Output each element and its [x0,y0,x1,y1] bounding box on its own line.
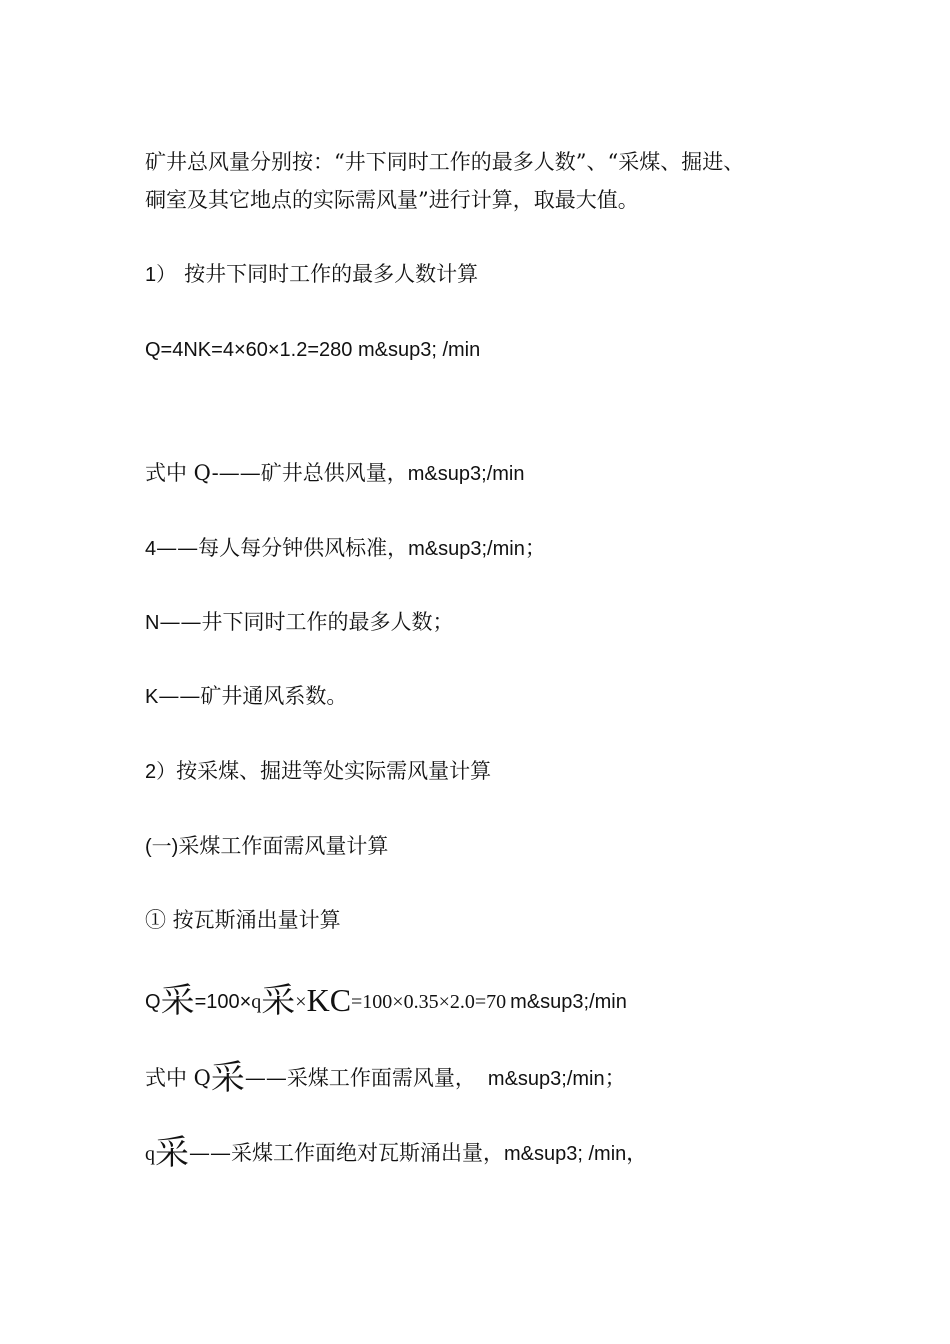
definition-q-lower-cai: q采——采煤工作面绝对瓦斯涌出量，m&sup3; /min， [145,1133,648,1173]
section-number: 1） [145,264,177,286]
section-heading-2: 2）按采煤、掘进等处实际需风量计算 [145,759,492,783]
definition-q: 式中 Q-——矿井总供风量，m&sup3;/min [145,461,525,485]
definition-q-cai: 式中 Q采——采煤工作面需风量， m&sup3;/min； [145,1058,626,1098]
formula-total-air: Q=4NK=4×60×1.2=280 m&sup3; /min [145,339,481,361]
definition-k: K——矿井通风系数。 [145,684,348,708]
definition-4: 4——每人每分钟供风标准，m&sup3;/min； [145,536,546,560]
paragraph-line-1: 矿井总风量分别按：“井下同时工作的最多人数”、“采煤、掘进、 [145,150,745,174]
method-heading: ① 按瓦斯涌出量计算 [145,908,341,932]
paragraph-line-2: 硐室及其它地点的实际需风量”进行计算，取最大值。 [145,188,639,212]
formula-mining-face: Q采=100×q采×KC=100×0.35×2.0=70 m&sup3;/min [145,981,627,1021]
section-title: 按井下同时工作的最多人数计算 [184,262,479,286]
subsection-heading: (一)采煤工作面需风量计算 [145,834,389,858]
definition-n: N——井下同时工作的最多人数； [145,610,454,634]
section-heading-1 [145,264,478,285]
